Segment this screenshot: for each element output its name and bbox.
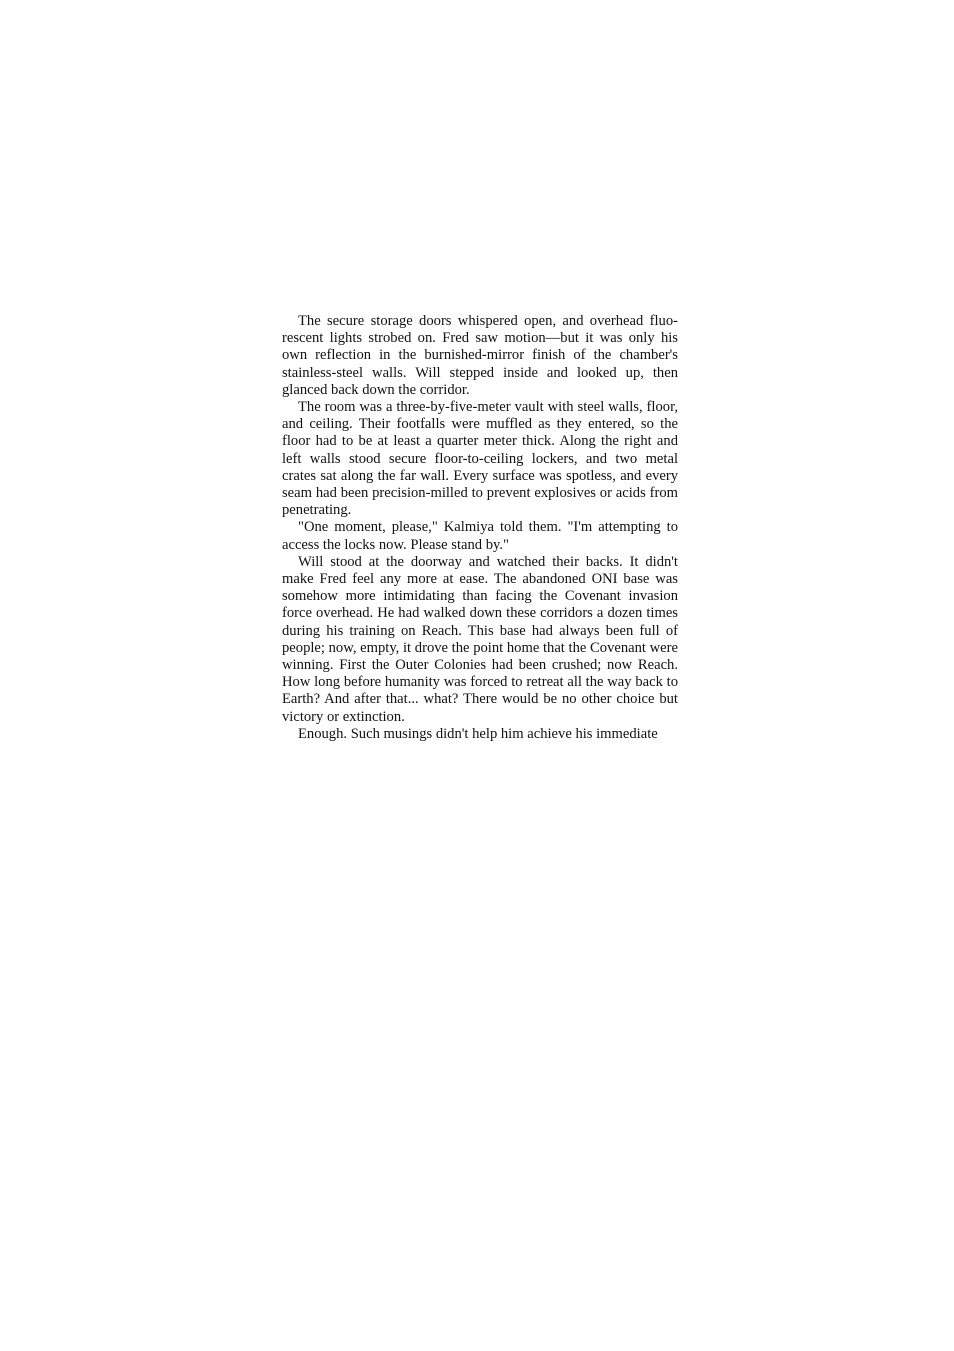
body-text (282, 313, 678, 743)
paragraph-4: Will stood at the doorway and watched their backs. It didn't make Fred feel any more at ease. The abandoned ONI base was somehow more intimidating than facing the Covenant invasion force overhead. He had walked down these corridors a dozen times during his training on Reach. This base had always been full of people; now, empty, it drove the point home that the Covenant were winning. First the Outer Colonies had been crushed; now Reach. How long before humanity was forced to retreat all the way back to Earth? And after that... what? There would be no other choice but victory or extinction. (282, 553, 678, 725)
paragraph-1: The secure storage doors whispered open, and overhead fluorescent lights strobed on. Fred saw motion—but it was only his own reflection in the burnished-mirror finish of the chamber's stainless-steel walls. Will stepped inside and looked up, then glanced back down the corridor. (282, 313, 678, 398)
paragraph-3: "One moment, please," Kalmiya told them. "I'm attempting to access the locks now. Please stand by." (282, 519, 678, 553)
paragraph-5: Enough. Such musings didn't help him achieve his immediate (298, 725, 658, 742)
paragraph-2: The room was a three-by-five-meter vault with steel walls, floor, and ceiling. Their footfalls were muffled as they entered, so the floor had to be at least a quarter meter thick. Along the right and left walls stood secure floor-to-ceiling lockers, and two metal crates sat along the far wall. Every surface was spotless, and every seam had been precision-milled to prevent explosives or acids from penetrating. (282, 399, 678, 519)
